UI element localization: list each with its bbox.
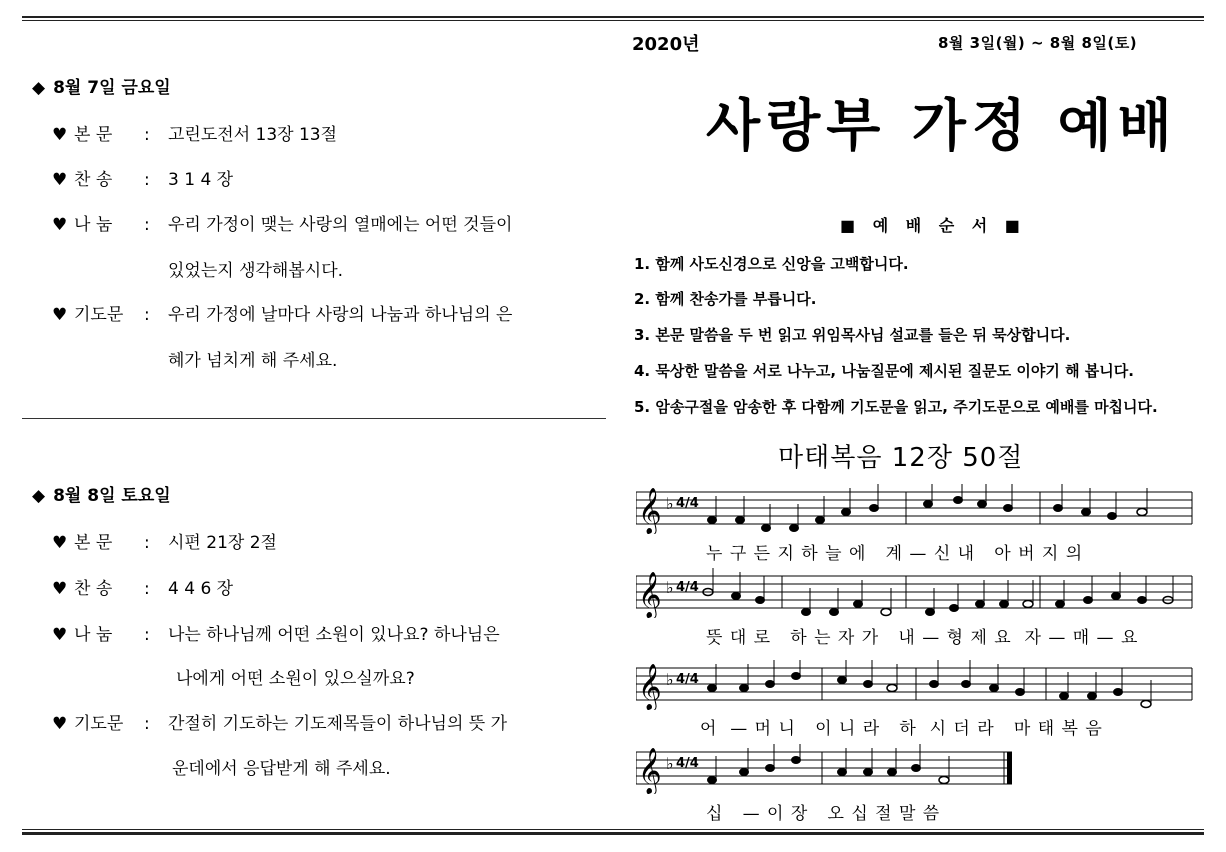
music-staff-2 bbox=[636, 568, 1196, 618]
lyrics-line-3: 어 — 머 니 이 니 라 하 시 더 라 마 태 복 음 bbox=[700, 719, 1103, 739]
heart-icon: ♥ bbox=[52, 170, 68, 190]
music-staff-3 bbox=[636, 660, 1196, 710]
section-divider bbox=[22, 418, 606, 419]
day1-item-text: ♥ 본 문 : 고린도전서 13장 13절 bbox=[52, 125, 338, 145]
heart-icon: ♥ bbox=[52, 533, 68, 553]
day1-item-prayer: ♥ 기도문 : 우리 가정에 날마다 사랑의 나눔과 하나님의 은 bbox=[52, 305, 513, 325]
time-signature: 4/4 bbox=[676, 672, 699, 687]
day1-item-share: ♥ 나 눔 : 우리 가정이 맺는 사랑의 열매에는 어떤 것들이 bbox=[52, 215, 513, 235]
treble-clef-icon: 𝄞 bbox=[638, 664, 662, 710]
svg-text:♭: ♭ bbox=[666, 494, 674, 513]
bottom-rule bbox=[22, 832, 1204, 835]
lyrics-line-1: 누 구 든 지 하 늘 에 계 — 신 내 아 버 지 의 bbox=[706, 544, 1084, 564]
time-signature: 4/4 bbox=[676, 496, 699, 511]
order-step-2: 2. 함께 찬송가를 부릅니다. bbox=[634, 290, 817, 308]
heart-icon: ♥ bbox=[52, 625, 68, 645]
bottom-rule-thin bbox=[22, 829, 1204, 830]
time-signature: 4/4 bbox=[676, 756, 699, 771]
top-rule-thin bbox=[22, 20, 1204, 21]
heart-icon: ♥ bbox=[52, 579, 68, 599]
time-signature: 4/4 bbox=[676, 580, 699, 595]
score-title: 마태복음 12장 50절 bbox=[778, 443, 1024, 473]
day2-heading: ◆ 8월 8일 토요일 bbox=[32, 486, 171, 506]
heart-icon: ♥ bbox=[52, 305, 68, 325]
day1-prayer-cont: 혜가 넘치게 해 주세요. bbox=[168, 351, 338, 371]
treble-clef-icon: 𝄞 bbox=[638, 488, 662, 534]
day1-share-cont: 있었는지 생각해봅시다. bbox=[168, 261, 344, 281]
lyrics-line-2: 뜻 대 로 하 는 자 가 내 — 형 제 요 자 — 매 — 요 bbox=[706, 628, 1139, 648]
svg-text:♭: ♭ bbox=[666, 578, 674, 597]
day1-heading: ◆ 8월 7일 금요일 bbox=[32, 78, 171, 98]
day2-item-prayer: ♥ 기도문 : 간절히 기도하는 기도제목들이 하나님의 뜻 가 bbox=[52, 714, 508, 734]
svg-text:♭: ♭ bbox=[666, 754, 674, 773]
order-heading: ■ 예 배 순 서 ■ bbox=[840, 216, 1026, 235]
diamond-icon: ◆ bbox=[32, 78, 46, 98]
heart-icon: ♥ bbox=[52, 215, 68, 235]
order-step-3: 3. 본문 말씀을 두 번 읽고 위임목사님 설교를 들은 뒤 묵상합니다. bbox=[634, 326, 1071, 344]
day2-item-text: ♥ 본 문 : 시편 21장 2절 bbox=[52, 533, 277, 553]
day2-share-cont: 나에게 어떤 소원이 있으실까요? bbox=[176, 669, 415, 689]
order-step-5: 5. 암송구절을 암송한 후 다함께 기도문을 읽고, 주기도문으로 예배를 마칩니다. bbox=[634, 398, 1158, 416]
music-staff-1 bbox=[636, 484, 1196, 534]
year-label: 2020년 bbox=[632, 34, 700, 55]
order-step-4: 4. 묵상한 말씀을 서로 나누고, 나눔질문에 제시된 질문도 이야기 해 봅니다. bbox=[634, 362, 1134, 380]
day1-item-hymn: ♥ 찬 송 : 3 1 4 장 bbox=[52, 170, 234, 190]
date-range: 8월 3일(월) ~ 8월 8일(토) bbox=[938, 34, 1138, 52]
top-rule bbox=[22, 16, 1204, 18]
day2-item-share: ♥ 나 눔 : 나는 하나님께 어떤 소원이 있나요? 하나님은 bbox=[52, 625, 500, 645]
day2-item-hymn: ♥ 찬 송 : 4 4 6 장 bbox=[52, 579, 234, 599]
treble-clef-icon: 𝄞 bbox=[638, 748, 662, 794]
svg-text:♭: ♭ bbox=[666, 670, 674, 689]
music-staff-4 bbox=[636, 744, 1196, 794]
lyrics-line-4: 십 — 이 장 오 십 절 말 씀 bbox=[706, 804, 941, 824]
order-step-1: 1. 함께 사도신경으로 신앙을 고백합니다. bbox=[634, 255, 909, 273]
heart-icon: ♥ bbox=[52, 714, 68, 734]
treble-clef-icon: 𝄞 bbox=[638, 572, 662, 618]
heart-icon: ♥ bbox=[52, 125, 68, 145]
page-title: 사랑부 가정 예배 bbox=[706, 94, 1178, 159]
day2-prayer-cont: 운데에서 응답받게 해 주세요. bbox=[172, 759, 391, 779]
diamond-icon: ◆ bbox=[32, 486, 46, 506]
